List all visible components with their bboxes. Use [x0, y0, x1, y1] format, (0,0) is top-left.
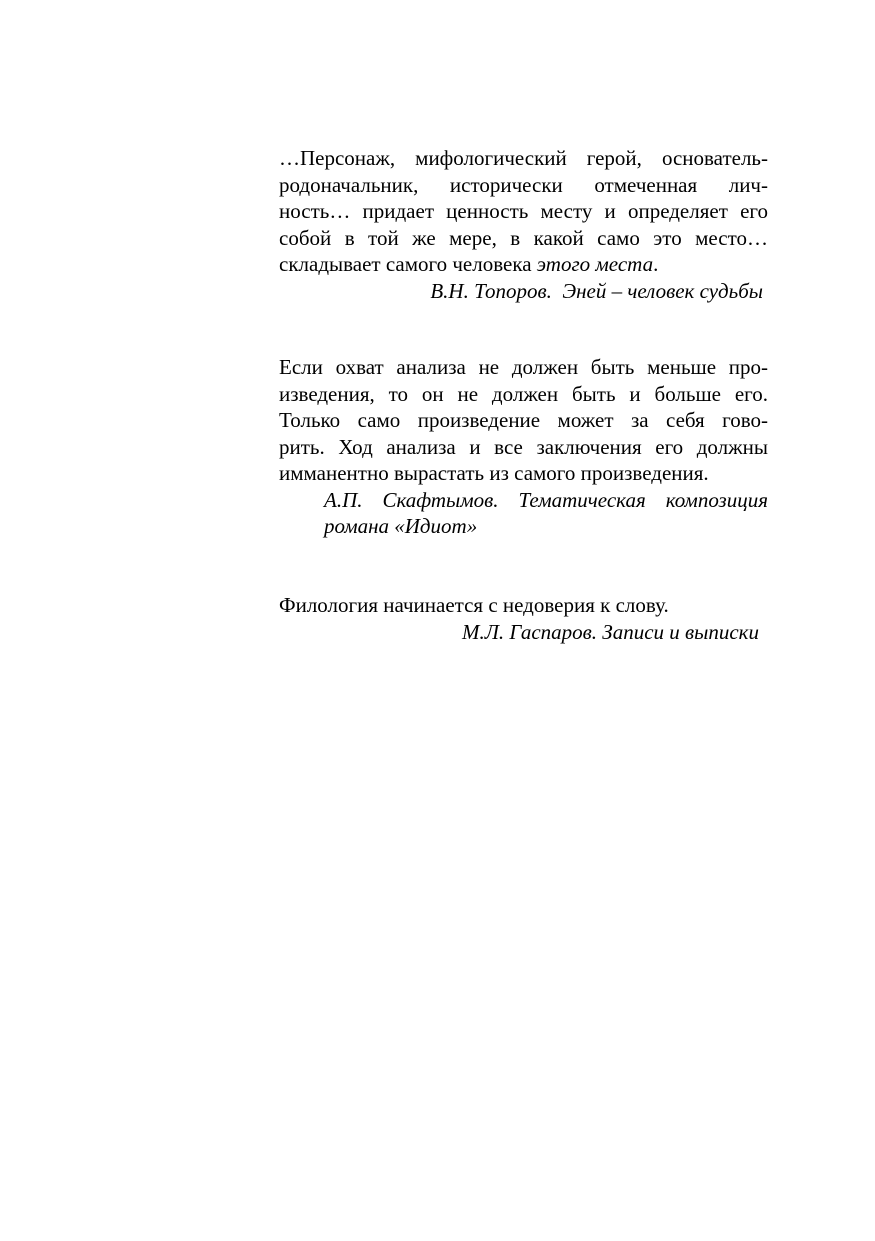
quote-text: складывает самого человека: [279, 252, 537, 276]
quote-line: родоначальник, исторически отмеченная лич-: [279, 172, 768, 197]
quote-line: Филология начинается с недоверия к слову.: [279, 593, 669, 617]
quote-last-line: имманентно вырастать из самого произведения.: [279, 461, 709, 485]
attribution-line: А.П. Скафтымов. Тематическая композиция: [324, 487, 768, 512]
quote-line: Если охват анализа не должен быть меньше про-: [279, 355, 768, 379]
epigraph-attribution: В.Н. Топоров. Эней – человек судьбы: [430, 278, 763, 303]
quote-line: собой в той же мере, в какой само это место…: [279, 225, 768, 250]
quote-last-line: [279, 251, 768, 278]
quote-line: рить. Ход анализа и все заключения его должны: [279, 434, 768, 459]
quote-line: …Персонаж, мифологический герой, основатель-: [279, 146, 768, 170]
quote-line: Только само произведение может за себя гово-: [279, 408, 768, 432]
quote-line: ность… придает ценность месту и определяет его: [279, 199, 768, 223]
quote-line: изведения, то он не должен быть и больше его.: [279, 381, 768, 406]
epigraph-toporov: [279, 145, 768, 304]
epigraph-attribution: [279, 487, 768, 539]
quote-emphasis: этого места: [536, 252, 654, 276]
epigraph-skaftymov: [279, 354, 768, 539]
epigraph-attribution: М.Л. Гаспаров. Записи и выписки: [461, 619, 759, 644]
attribution-line: романа «Идиот»: [324, 513, 478, 538]
epigraph-gasparov: [279, 592, 768, 645]
quote-period: .: [653, 252, 659, 276]
